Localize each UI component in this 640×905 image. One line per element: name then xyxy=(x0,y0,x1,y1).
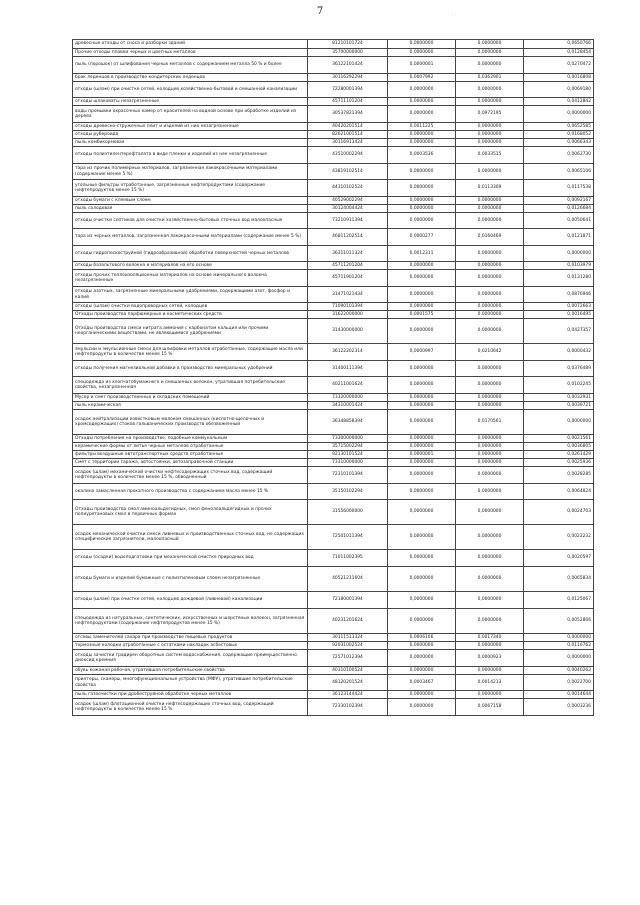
table-row xyxy=(73,394,594,402)
value-2-cell: 0,0000000 xyxy=(456,123,524,131)
waste-table-body xyxy=(73,40,594,716)
value-2-cell: 0,0000000 xyxy=(456,57,524,74)
value-1-cell: 0,0000000 xyxy=(388,40,456,49)
value-2-cell: 0,0000000 xyxy=(456,82,524,98)
waste-table xyxy=(72,39,594,716)
waste-code-cell: 72501011394 xyxy=(308,525,388,550)
waste-name-cell: отходы зачистки градирен оборотных систем водоснабжения, содержащие преимущественно диоксид кремния xyxy=(73,650,308,667)
waste-name-cell: спецодежда из натуральных, синтетических, искусственных и шерстяных волокон, загрязненная нефтепродуктами (содержание нефтепродуктов менее 15 %) xyxy=(73,609,308,634)
table-row xyxy=(73,319,594,344)
waste-code-cell: 30111513324 xyxy=(308,634,388,642)
value-1-cell: 0,0000000 xyxy=(388,205,456,213)
waste-name-cell: тара из черных металлов, загрязненная лакокрасочными материалами (содержание менее 5 %) xyxy=(73,229,308,246)
value-2-cell: 0,0017340 xyxy=(456,634,524,642)
value-1-cell: 0,0000000 xyxy=(388,82,456,98)
value-3-cell: 0,0876946 xyxy=(524,287,594,303)
value-3-cell: 0,0025936 xyxy=(524,459,594,467)
value-3-cell: 0,0069180 xyxy=(524,82,594,98)
value-1-cell: 0,0000000 xyxy=(388,567,456,592)
table-row xyxy=(73,229,594,246)
table-row xyxy=(73,467,594,484)
waste-code-cell: 46811202514 xyxy=(308,229,388,246)
value-1-cell: 0,0000000 xyxy=(388,319,456,344)
value-3-cell: 0,0062730 xyxy=(524,147,594,164)
table-row xyxy=(73,49,594,57)
value-3-cell: 0,0103979 xyxy=(524,262,594,270)
value-2-cell: 0,0000000 xyxy=(456,131,524,139)
waste-code-cell: 72310101394 xyxy=(308,467,388,484)
value-1-cell: 0,0000000 xyxy=(388,139,456,147)
value-2-cell: 0,0000000 xyxy=(456,459,524,467)
table-row xyxy=(73,634,594,642)
value-3-cell: 0,0022700 xyxy=(524,675,594,691)
waste-name-cell: отходы базальтового волокна и материалов на его основе xyxy=(73,262,308,270)
value-2-cell: 0,0000000 xyxy=(456,592,524,609)
table-row xyxy=(73,98,594,106)
table-row xyxy=(73,402,594,410)
value-3-cell: 0,0052806 xyxy=(524,609,594,634)
table-row xyxy=(73,410,594,435)
waste-code-cell: 30116913424 xyxy=(308,139,388,147)
waste-name-cell: окалина замасленная прокатного производства с содержанием масла менее 15 % xyxy=(73,484,308,500)
table-row xyxy=(73,205,594,213)
table-row xyxy=(73,675,594,691)
table-row xyxy=(73,699,594,716)
value-2-cell: 0,0000000 xyxy=(456,98,524,106)
value-1-cell: 0,0000000 xyxy=(388,180,456,197)
table-row xyxy=(73,270,594,287)
value-2-cell: 0,0000000 xyxy=(456,451,524,459)
table-row xyxy=(73,344,594,361)
table-row xyxy=(73,650,594,667)
value-1-cell: 0,0000000 xyxy=(388,394,456,402)
waste-code-cell: 31400111394 xyxy=(308,361,388,377)
value-2-cell: 0,0000000 xyxy=(456,402,524,410)
value-3-cell: 0,0270472 xyxy=(524,57,594,74)
value-1-cell: 0,0007992 xyxy=(388,74,456,82)
waste-code-cell: 31430000000 xyxy=(308,319,388,344)
waste-name-cell: отходы азотных, загрязненные минеральными удобрениями, содержащими азот, фосфор и калий xyxy=(73,287,308,303)
table-row xyxy=(73,303,594,311)
table-row xyxy=(73,82,594,98)
table-row xyxy=(73,443,594,451)
waste-code-cell: 72330102394 xyxy=(308,699,388,716)
value-3-cell: 0,0024703 xyxy=(524,500,594,525)
table-row xyxy=(73,139,594,147)
value-2-cell: 0,0000000 xyxy=(456,567,524,592)
waste-code-cell: 48120201524 xyxy=(308,675,388,691)
value-3-cell: 0,0036805 xyxy=(524,443,594,451)
value-1-cell: 0,0000000 xyxy=(388,213,456,229)
value-2-cell: 0,0000000 xyxy=(456,246,524,262)
value-3-cell: 0,0650766 xyxy=(524,40,594,49)
waste-code-cell: 35715002294 xyxy=(308,443,388,451)
value-1-cell: 0,0000000 xyxy=(388,500,456,525)
value-3-cell: 0,0003236 xyxy=(524,699,594,716)
value-1-cell: 0,0012311 xyxy=(388,246,456,262)
value-1-cell: 0,0006106 xyxy=(388,634,456,642)
value-1-cell: 0,0000000 xyxy=(388,667,456,675)
value-2-cell: 0,0210642 xyxy=(456,344,524,361)
value-2-cell: 0,0000000 xyxy=(456,205,524,213)
table-row xyxy=(73,361,594,377)
table-row xyxy=(73,287,594,303)
value-3-cell: 0,0039721 xyxy=(524,402,594,410)
table-row xyxy=(73,197,594,205)
value-3-cell: 0,0066343 xyxy=(524,139,594,147)
value-2-cell: 0,0000000 xyxy=(456,164,524,180)
value-1-cell: 0,0000000 xyxy=(388,131,456,139)
value-3-cell: 0,0040263 xyxy=(524,667,594,675)
waste-code-cell: 44310102524 xyxy=(308,180,388,197)
value-1-cell: 0,0000000 xyxy=(388,410,456,435)
waste-code-cell: 43510002294 xyxy=(308,147,388,164)
table-row xyxy=(73,459,594,467)
table-row xyxy=(73,123,594,131)
value-3-cell: 0,0128454 xyxy=(524,49,594,57)
waste-code-cell: 40521211604 xyxy=(308,567,388,592)
value-3-cell: 0,0020597 xyxy=(524,550,594,567)
value-3-cell: 0,0092167 xyxy=(524,197,594,205)
waste-code-cell: 35150102294 xyxy=(308,484,388,500)
value-2-cell: 0,0000000 xyxy=(456,213,524,229)
value-1-cell: 0,0000997 xyxy=(388,344,456,361)
table-row xyxy=(73,262,594,270)
value-2-cell: 0,0067158 xyxy=(456,699,524,716)
table-row xyxy=(73,691,594,699)
value-1-cell: 0,0000001 xyxy=(388,57,456,74)
waste-name-cell: Отходы производства смол аминоальдегидных, смол фенолоальдегидных и прочих полиуретановых смол в первичных формах xyxy=(73,500,308,525)
value-3-cell: 0,0126684 xyxy=(524,205,594,213)
value-1-cell: 0,0000000 xyxy=(388,377,456,394)
value-3-cell: 0,0016808 xyxy=(524,74,594,82)
value-2-cell: 0,0033515 xyxy=(456,147,524,164)
value-2-cell: 0,0000000 xyxy=(456,484,524,500)
waste-name-cell: брак леденцов в производстве кондитерских леденцов xyxy=(73,74,308,82)
waste-name-cell: Отходы потребления на производстве, подобные коммунальным xyxy=(73,435,308,443)
waste-code-cell: 71090101394 xyxy=(308,303,388,311)
waste-name-cell: отходы бумаги с клеевым слоем xyxy=(73,197,308,205)
value-2-cell: 0,0000000 xyxy=(456,262,524,270)
table-row xyxy=(73,484,594,500)
value-1-cell: 0,0011225 xyxy=(388,123,456,131)
value-1-cell: 0,0000000 xyxy=(388,650,456,667)
waste-name-cell: пыль газоочистки при дробеструйной обработке черных металлов xyxy=(73,691,308,699)
waste-name-cell: пыль керамическая xyxy=(73,402,308,410)
value-3-cell: 0,0065834 xyxy=(524,567,594,592)
waste-name-cell: отходы гидропескоструйной (гидроабразивной) обработки поверхностей черных металлов xyxy=(73,246,308,262)
value-2-cell: 0,0000000 xyxy=(456,303,524,311)
waste-name-cell: осадок (шлам) флотационной очистки нефтесодержащих сточных вод, содержащий нефтепродукты в количестве менее 15 % xyxy=(73,699,308,716)
waste-name-cell: воды промывки окрасочных камер от красителей на водной основе при обработке изделий из дерева xyxy=(73,106,308,123)
value-1-cell: 0,0001575 xyxy=(388,311,456,319)
waste-name-cell: Отходы производства смеси нитрата аммония с карбонатом кальция или прочими неорганическими веществами, не являющимися удобрениями xyxy=(73,319,308,344)
waste-code-cell: 92031002524 xyxy=(308,642,388,650)
value-2-cell: 0,0170561 xyxy=(456,410,524,435)
waste-name-cell: отходы (шлам) очистки водопроводных сетей, колодцев xyxy=(73,303,308,311)
waste-name-cell: отсевы заменителей сахара при производстве пищевых продуктов xyxy=(73,634,308,642)
waste-name-cell: принтеры, сканеры, многофункциональные устройства (МФУ), утратившие потребительские свойства xyxy=(73,675,308,691)
table-row xyxy=(73,106,594,123)
waste-code-cell: 45711101204 xyxy=(308,98,388,106)
value-3-cell: 0,0064824 xyxy=(524,484,594,500)
value-1-cell: 0,0003467 xyxy=(388,675,456,691)
value-1-cell: 0,0000000 xyxy=(388,525,456,550)
waste-code-cell: 30124004424 xyxy=(308,205,388,213)
value-1-cell: 0,0000000 xyxy=(388,691,456,699)
value-3-cell: 0,0000000 xyxy=(524,634,594,642)
table-row xyxy=(73,311,594,319)
waste-code-cell: 40211001624 xyxy=(308,377,388,394)
waste-code-cell: 36311011324 xyxy=(308,246,388,262)
waste-name-cell: спецодежда из хлопчатобумажного и смешанных волокон, утратившая потребительские свойства, незагрязненная xyxy=(73,377,308,394)
value-1-cell: 0,0000000 xyxy=(388,98,456,106)
table-row xyxy=(73,592,594,609)
value-2-cell: 0,0000000 xyxy=(456,642,524,650)
table-row xyxy=(73,550,594,567)
value-1-cell: 0,0000000 xyxy=(388,642,456,650)
value-2-cell: 0,0000000 xyxy=(456,394,524,402)
value-1-cell: 0,0000000 xyxy=(388,699,456,716)
waste-name-cell: отходы (осадки) водоподготовки при механической очистке природных вод xyxy=(73,550,308,567)
table-row xyxy=(73,213,594,229)
table-row xyxy=(73,147,594,164)
waste-name-cell: отходы получения магнезиальной добавки в производство минеральных удобрений xyxy=(73,361,308,377)
waste-code-cell: 36123144424 xyxy=(308,691,388,699)
waste-code-cell: 72180001394 xyxy=(308,592,388,609)
waste-name-cell: обувь кожаная рабочая, утратившая потребительские свойства xyxy=(73,667,308,675)
table-row xyxy=(73,131,594,139)
value-2-cell: 0,0000000 xyxy=(456,287,524,303)
waste-code-cell: 73310000000 xyxy=(308,459,388,467)
value-3-cell: 0,0016495 xyxy=(524,311,594,319)
table-row xyxy=(73,642,594,650)
value-1-cell: 0,0000000 xyxy=(388,361,456,377)
value-3-cell: 0,0125067 xyxy=(524,592,594,609)
waste-name-cell: отходы (шлам) при очистке сетей, колодцев дождевой (ливневой) канализации xyxy=(73,592,308,609)
value-1-cell: 0,0000000 xyxy=(388,287,456,303)
waste-code-cell: 71011002395 xyxy=(308,550,388,567)
value-1-cell: 0,0000000 xyxy=(388,197,456,205)
waste-code-cell: 45711201204 xyxy=(308,262,388,270)
waste-code-cell: 40420201514 xyxy=(308,123,388,131)
waste-name-cell: отходы шлаковаты незагрязненные xyxy=(73,98,308,106)
waste-name-cell: отходы полиэтилентерефталата в виде пленки и изделий из нее незагрязненные xyxy=(73,147,308,164)
waste-code-cell: 82621001514 xyxy=(308,131,388,139)
waste-name-cell: керамические формы от литья черных металлов отработанные xyxy=(73,443,308,451)
value-2-cell: 0,0972195 xyxy=(456,106,524,123)
value-2-cell: 0,0160469 xyxy=(456,229,524,246)
value-1-cell: 0,0000000 xyxy=(388,609,456,634)
value-2-cell: 0,0000000 xyxy=(456,139,524,147)
table-row xyxy=(73,57,594,74)
value-3-cell: 0,0032931 xyxy=(524,394,594,402)
waste-code-cell: 30116292294 xyxy=(308,74,388,82)
value-2-cell: 0,0000000 xyxy=(456,319,524,344)
waste-code-cell: 30537821394 xyxy=(308,106,388,123)
waste-code-cell: 31471021434 xyxy=(308,287,388,303)
waste-name-cell: Смет с территории гаража, автостоянки, автозаправочной станции xyxy=(73,459,308,467)
waste-name-cell: Отходы производства парфюмерных и косметических средств xyxy=(73,311,308,319)
waste-code-cell: 35700000000 xyxy=(308,49,388,57)
waste-code-cell: 40529002294 xyxy=(308,197,388,205)
value-3-cell: 0,0000000 xyxy=(524,246,594,262)
value-1-cell: 0,0000000 xyxy=(388,106,456,123)
value-2-cell: 0,0000000 xyxy=(456,609,524,634)
scan-mark: · · xyxy=(452,12,457,18)
value-1-cell: 0,0000000 xyxy=(388,467,456,484)
waste-code-cell: 36122202314 xyxy=(308,344,388,361)
waste-name-cell: отходы древесно-стружечных плит и изделий из них незагрязненные xyxy=(73,123,308,131)
value-3-cell: 0,0102245 xyxy=(524,377,594,394)
waste-code-cell: 36348858394 xyxy=(308,410,388,435)
value-3-cell: 0,0427357 xyxy=(524,319,594,344)
waste-name-cell: отходы рубероида xyxy=(73,131,308,139)
value-1-cell: 0,0000000 xyxy=(388,402,456,410)
waste-code-cell: 40310100524 xyxy=(308,667,388,675)
value-2-cell: 0,0000000 xyxy=(456,525,524,550)
waste-name-cell: фильтры воздушные автотранспортных средств отработанные xyxy=(73,451,308,459)
value-3-cell: 0,0261429 xyxy=(524,451,594,459)
waste-code-cell: 92130101524 xyxy=(308,451,388,459)
value-2-cell: 0,0000000 xyxy=(456,40,524,49)
value-1-cell: 0,0000000 xyxy=(388,459,456,467)
value-1-cell: 0,0000001 xyxy=(388,451,456,459)
waste-code-cell: 73210911394 xyxy=(308,213,388,229)
value-1-cell: 0,0000000 xyxy=(388,49,456,57)
table-row xyxy=(73,667,594,675)
waste-name-cell: осадок (шлам) механической очистки нефтесодержащих сточных вод, содержащий нефтепродукты в количестве менее 15 %, обводненный xyxy=(73,467,308,484)
value-2-cell: 0,0000000 xyxy=(456,49,524,57)
value-3-cell: 0,0014644 xyxy=(524,691,594,699)
waste-name-cell: пыль солодовая xyxy=(73,205,308,213)
waste-name-cell: Прочие отходы плавки черных и цветных металлов xyxy=(73,49,308,57)
value-1-cell: 0,0000000 xyxy=(388,303,456,311)
value-3-cell: 0,0072663 xyxy=(524,303,594,311)
value-2-cell: 0,0000923 xyxy=(456,650,524,667)
waste-name-cell: тормозные колодки отработанные с остатками накладок асбестовых xyxy=(73,642,308,650)
table-row xyxy=(73,246,594,262)
value-2-cell: 0,0000000 xyxy=(456,270,524,287)
value-2-cell: 0,0000000 xyxy=(456,197,524,205)
value-1-cell: 0,0000277 xyxy=(388,229,456,246)
value-3-cell: 0,0168052 xyxy=(524,131,594,139)
waste-code-cell: 73320000000 xyxy=(308,394,388,402)
value-2-cell: 0,0113309 xyxy=(456,180,524,197)
value-2-cell: 0,0000000 xyxy=(456,467,524,484)
waste-name-cell: отходы прочих теплоизоляционных материалов на основе минерального волокна незагрязненные xyxy=(73,270,308,287)
value-2-cell: 0,0000000 xyxy=(456,550,524,567)
value-3-cell: 0,0028285 xyxy=(524,467,594,484)
table-row xyxy=(73,435,594,443)
value-3-cell: 0,0376489 xyxy=(524,361,594,377)
value-3-cell: 0,0000000 xyxy=(524,106,594,123)
value-1-cell: 0,0000000 xyxy=(388,592,456,609)
page-number: 7 xyxy=(316,6,324,17)
value-3-cell: 0,0000432 xyxy=(524,344,594,361)
table-row xyxy=(73,525,594,550)
value-3-cell: 0,0652585 xyxy=(524,123,594,131)
waste-name-cell: Мусор и смет производственных и складских помещений xyxy=(73,394,308,402)
value-2-cell: 0,0000000 xyxy=(456,500,524,525)
value-3-cell: 0,0000000 xyxy=(524,650,594,667)
value-1-cell: 0,0000000 xyxy=(388,484,456,500)
value-3-cell: 0,0117538 xyxy=(524,180,594,197)
value-2-cell: 0,0000000 xyxy=(456,443,524,451)
value-2-cell: 0,0000000 xyxy=(456,361,524,377)
waste-name-cell: пыль (порошок) от шлифования черных металлов с содержанием металла 50 % и более xyxy=(73,57,308,74)
waste-table-container xyxy=(72,39,593,716)
table-row xyxy=(73,180,594,197)
table-row xyxy=(73,74,594,82)
table-row xyxy=(73,609,594,634)
waste-name-cell: отходы очистки септиков для очистки хозяйственно-бытовых сточных вод малоопасные xyxy=(73,213,308,229)
value-1-cell: 0,0000000 xyxy=(388,164,456,180)
value-3-cell: 0,0050641 xyxy=(524,213,594,229)
value-2-cell: 0,0000000 xyxy=(456,667,524,675)
value-2-cell: 0,0362901 xyxy=(456,74,524,82)
value-3-cell: 0,0116762 xyxy=(524,642,594,650)
waste-name-cell: отходы бумаги и изделий бумажные с полиэтиленовым слоем незагрязненные xyxy=(73,567,308,592)
value-1-cell: 0,0000000 xyxy=(388,550,456,567)
waste-code-cell: 45711901204 xyxy=(308,270,388,287)
waste-code-cell: 40231201624 xyxy=(308,609,388,634)
waste-code-cell: 73300000000 xyxy=(308,435,388,443)
table-row xyxy=(73,500,594,525)
waste-name-cell: угольные фильтры отработанные, загрязненные нефтепродуктами (содержание нефтепродуктов менее 15 %) xyxy=(73,180,308,197)
value-3-cell: 0,0000000 xyxy=(524,410,594,435)
waste-name-cell: тара из прочих полимерных материалов, загрязненная лакокрасочными материалами (содержание менее 5 %) xyxy=(73,164,308,180)
table-row xyxy=(73,40,594,49)
value-2-cell: 0,0000000 xyxy=(456,435,524,443)
value-1-cell: 0,0000000 xyxy=(388,270,456,287)
waste-code-cell: 72280001394 xyxy=(308,82,388,98)
value-2-cell: 0,0000000 xyxy=(456,691,524,699)
table-row xyxy=(73,377,594,394)
value-1-cell: 0,0003536 xyxy=(388,147,456,164)
table-row xyxy=(73,164,594,180)
waste-code-cell: 31622000000 xyxy=(308,311,388,319)
waste-code-cell: 81210101724 xyxy=(308,40,388,49)
waste-name-cell: осадок механической очистки смеси ливневых и производственных сточных вод, не содержащих специфические загрязнители, малоопасный xyxy=(73,525,308,550)
table-row xyxy=(73,451,594,459)
waste-name-cell: эмульсии и эмульсионные смеси для шлифовки металлов отработанные, содержащие масла или нефтепродукты в количестве менее 15 % xyxy=(73,344,308,361)
value-2-cell: 0,0000000 xyxy=(456,311,524,319)
table-row xyxy=(73,567,594,592)
value-2-cell: 0,0000000 xyxy=(456,377,524,394)
waste-code-cell: 43819102514 xyxy=(308,164,388,180)
value-3-cell: 0,0131280 xyxy=(524,270,594,287)
value-3-cell: 0,0065106 xyxy=(524,164,594,180)
value-1-cell: 0,0000000 xyxy=(388,435,456,443)
waste-name-cell: древесные отходы от сноса и разборки зданий xyxy=(73,40,308,49)
value-3-cell: 0,0121871 xyxy=(524,229,594,246)
value-1-cell: 0,0000000 xyxy=(388,443,456,451)
value-1-cell: 0,0000000 xyxy=(388,262,456,270)
waste-name-cell: осадок нейтрализации известковым молоком смешанных (кислотно-щелочных и хромсодержащих) стоков гальванических производств обезвоженный xyxy=(73,410,308,435)
waste-name-cell: пыль комбикормовая xyxy=(73,139,308,147)
waste-code-cell: 36122101424 xyxy=(308,57,388,74)
waste-code-cell: 34310001424 xyxy=(308,402,388,410)
waste-code-cell: 72571012394 xyxy=(308,650,388,667)
value-3-cell: 0,0022232 xyxy=(524,525,594,550)
waste-name-cell: отходы (шлам) при очистке сетей, колодцев хозяйственно-бытовой и смешанной канализации xyxy=(73,82,308,98)
value-3-cell: 0,0021561 xyxy=(524,435,594,443)
value-3-cell: 0,0412842 xyxy=(524,98,594,106)
waste-code-cell: 31556000000 xyxy=(308,500,388,525)
value-2-cell: 0,0014213 xyxy=(456,675,524,691)
